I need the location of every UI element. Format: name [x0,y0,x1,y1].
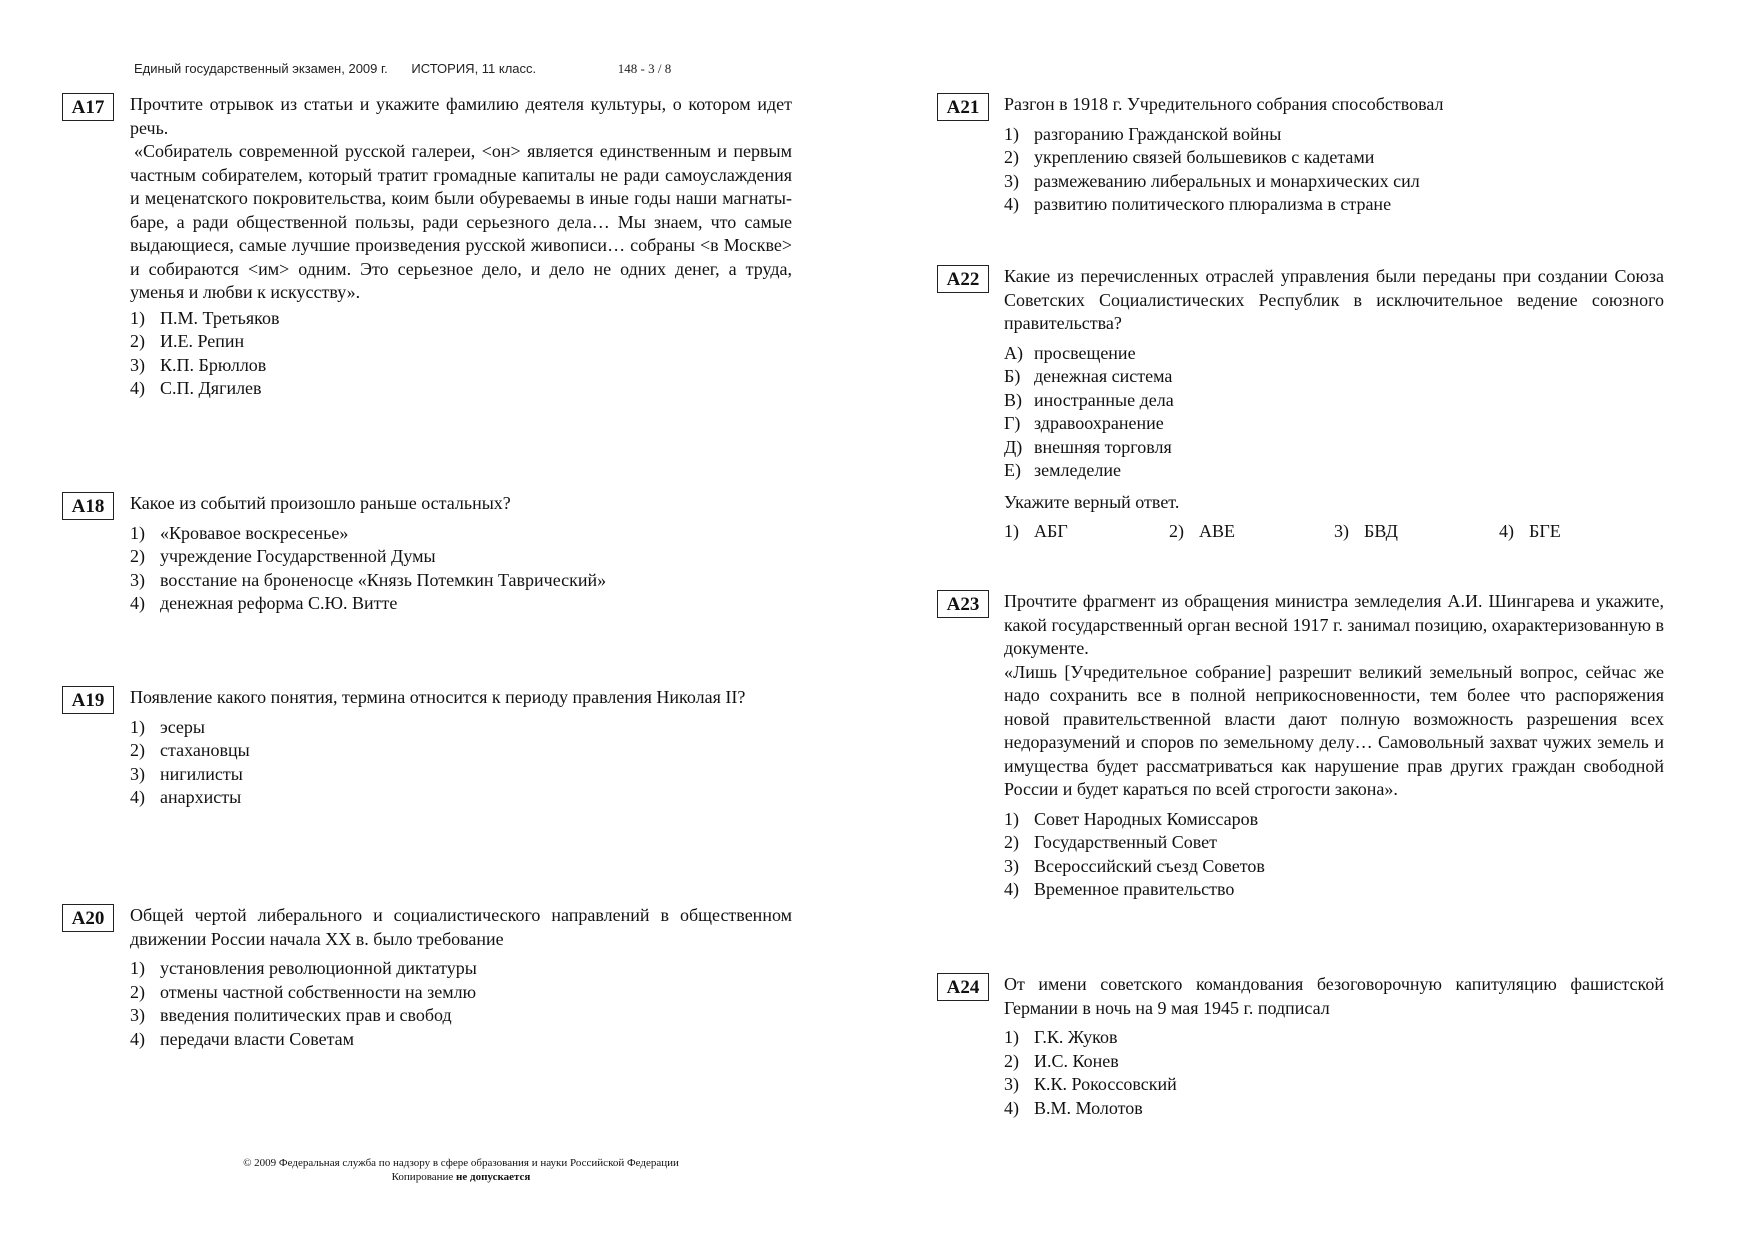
answer-prompt: Укажите верный ответ. [1004,491,1180,512]
question-quote: «Лишь [Учредительное собрание] разрешит великий земельный вопрос, сейчас же надо сохранить все в полной неприкосновенности, тем более что распоряжения новой правительственной власти дают полную возможность разрешения всех недоразумений и споров по земельному делу… Самовольный захват чужих земель и имущества будет рассматриваться как нарушение прав других граждан свободной России и будет караться по всей строгости закона». [1004,661,1664,799]
answer-option[interactable]: 2) учреждение Государственной Думы [130,546,436,566]
answer-option[interactable]: 1) Совет Народных Комиссаров [1004,808,1259,829]
copyright-line: © 2009 Федеральная служба по надзору в сфере образования и науки Российской Федерации [243,1157,679,1169]
page-header [134,61,671,77]
answer-option[interactable]: 1) Г.К. Жуков [1004,1027,1118,1047]
header-exam: Единый государственный экзамен, 2009 г. [134,61,388,76]
answer-option[interactable]: 3) нигилисты [130,763,243,784]
answer-option[interactable]: 2) И.Е. Репин [130,331,245,351]
statement-item: Д) внешняя торговля [1004,436,1172,457]
question-number: А18 [62,492,114,520]
answer-option[interactable]: 2) укреплению связей большевиков с кадетами [1004,147,1375,167]
question-stem: Какое из событий произошло раньше остальных? [130,493,511,513]
answer-option[interactable]: 1) «Кровавое воскресенье» [130,522,349,543]
answer-option[interactable]: 1) установления революционной диктатуры [130,958,477,978]
answer-option[interactable]: 4) С.П. Дягилев [130,378,262,398]
answer-option[interactable]: 3) К.П. Брюллов [130,354,267,375]
header-subject: ИСТОРИЯ, 11 класс. [411,61,537,76]
question-stem: Общей чертой либерального и социалистического направлений в общественном движении России начала XX в. было требование [130,905,792,949]
answer-option[interactable]: 4) Временное правительство [1004,879,1235,899]
answer-option[interactable]: 1) эсеры [130,716,206,737]
question-stem: Разгон в 1918 г. Учредительного собрания способствовал [1004,94,1444,114]
answer-option[interactable]: 2) И.С. Конев [1004,1050,1119,1071]
answer-option[interactable]: 3) БВД [1334,521,1398,541]
answer-option[interactable]: 4) денежная реформа С.Ю. Витте [130,593,398,613]
statement-item: Б) денежная система [1004,366,1173,386]
answer-option[interactable]: 2) отмены частной собственности на землю [130,981,477,1002]
question-number: А19 [62,686,114,714]
answer-option[interactable]: 1) П.М. Третьяков [130,307,280,328]
statement-item: В) иностранные дела [1004,389,1174,410]
statement-item: А) просвещение [1004,342,1136,363]
question-stem: Прочтите фрагмент из обращения министра земледелия А.И. Шингарева и укажите, какой государственный орган весной 1917 г. занимал позицию, охарактеризованную в документе. [1004,591,1664,658]
question-number: А23 [937,590,989,618]
copy-restriction-line: Копирование не допускается [391,1171,531,1183]
header-page-number: 148 - 3 / 8 [617,61,672,76]
question-number: А21 [937,93,989,121]
question-stem: От имени советского командования безоговорочную капитуляцию фашистской Германии в ночь на 9 мая 1945 г. подписал [1004,974,1664,1018]
question-number: А20 [62,904,114,932]
page-footer [196,1156,726,1184]
answer-option[interactable]: 3) Всероссийский съезд Советов [1004,855,1265,876]
question-quote: «Собиратель современной русской галереи, <он> является единственным и первым частным собирателем, который тратит громадные капиталы не ради самоуслаждения и меценатского покровительства, коим были обуреваемы в иные годы наши магнаты-баре, а ради общественной пользы, ради серьезного дела… Мы знаем, что самые выдающиеся, самые лучшие произведения русской живописи… собраны <в Москве> и собираются <им> одним. Это серьезное дело, и дело не одних денег, а труда, уменья и любви к искусству». [130,141,792,302]
answer-option[interactable]: 3) введения политических прав и свобод [130,1005,452,1025]
answer-option[interactable]: 3) К.К. Рокоссовский [1004,1074,1177,1094]
question-stem: Какие из перечисленных отраслей управления были переданы при создании Союза Советских Социалистических Республик в исключительное ведение союзного правительства? [1004,266,1664,333]
answer-option[interactable]: 4) развитию политического плюрализма в стране [1004,194,1392,214]
answer-option[interactable]: 3) размежеванию либеральных и монархических сил [1004,170,1420,191]
question-number: А17 [62,93,114,121]
answer-option[interactable]: 2) АВЕ [1169,521,1235,541]
question-stem: Прочтите отрывок из статьи и укажите фамилию деятеля культуры, о котором идет речь. [130,94,792,138]
answer-option[interactable]: 3) восстание на броненосце «Князь Потемкин Таврический» [130,569,607,590]
answer-option[interactable]: 2) стахановцы [130,740,250,760]
answer-option[interactable]: 2) Государственный Совет [1004,832,1218,852]
answer-option[interactable]: 4) БГЕ [1499,521,1561,541]
answer-option[interactable]: 1) разгоранию Гражданской войны [1004,123,1282,144]
question-number: А22 [937,265,989,293]
statement-item: Г) здравоохранение [1004,413,1164,433]
question-stem: Появление какого понятия, термина относится к периоду правления Николая II? [130,687,746,707]
answer-option[interactable]: 4) анархисты [130,787,242,807]
answer-option[interactable]: 4) передачи власти Советам [130,1028,355,1049]
answer-option[interactable]: 4) В.М. Молотов [1004,1097,1143,1118]
statement-item: Е) земледелие [1004,460,1121,480]
question-number: А24 [937,973,989,1001]
answer-option[interactable]: 1) АБГ [1004,521,1068,541]
